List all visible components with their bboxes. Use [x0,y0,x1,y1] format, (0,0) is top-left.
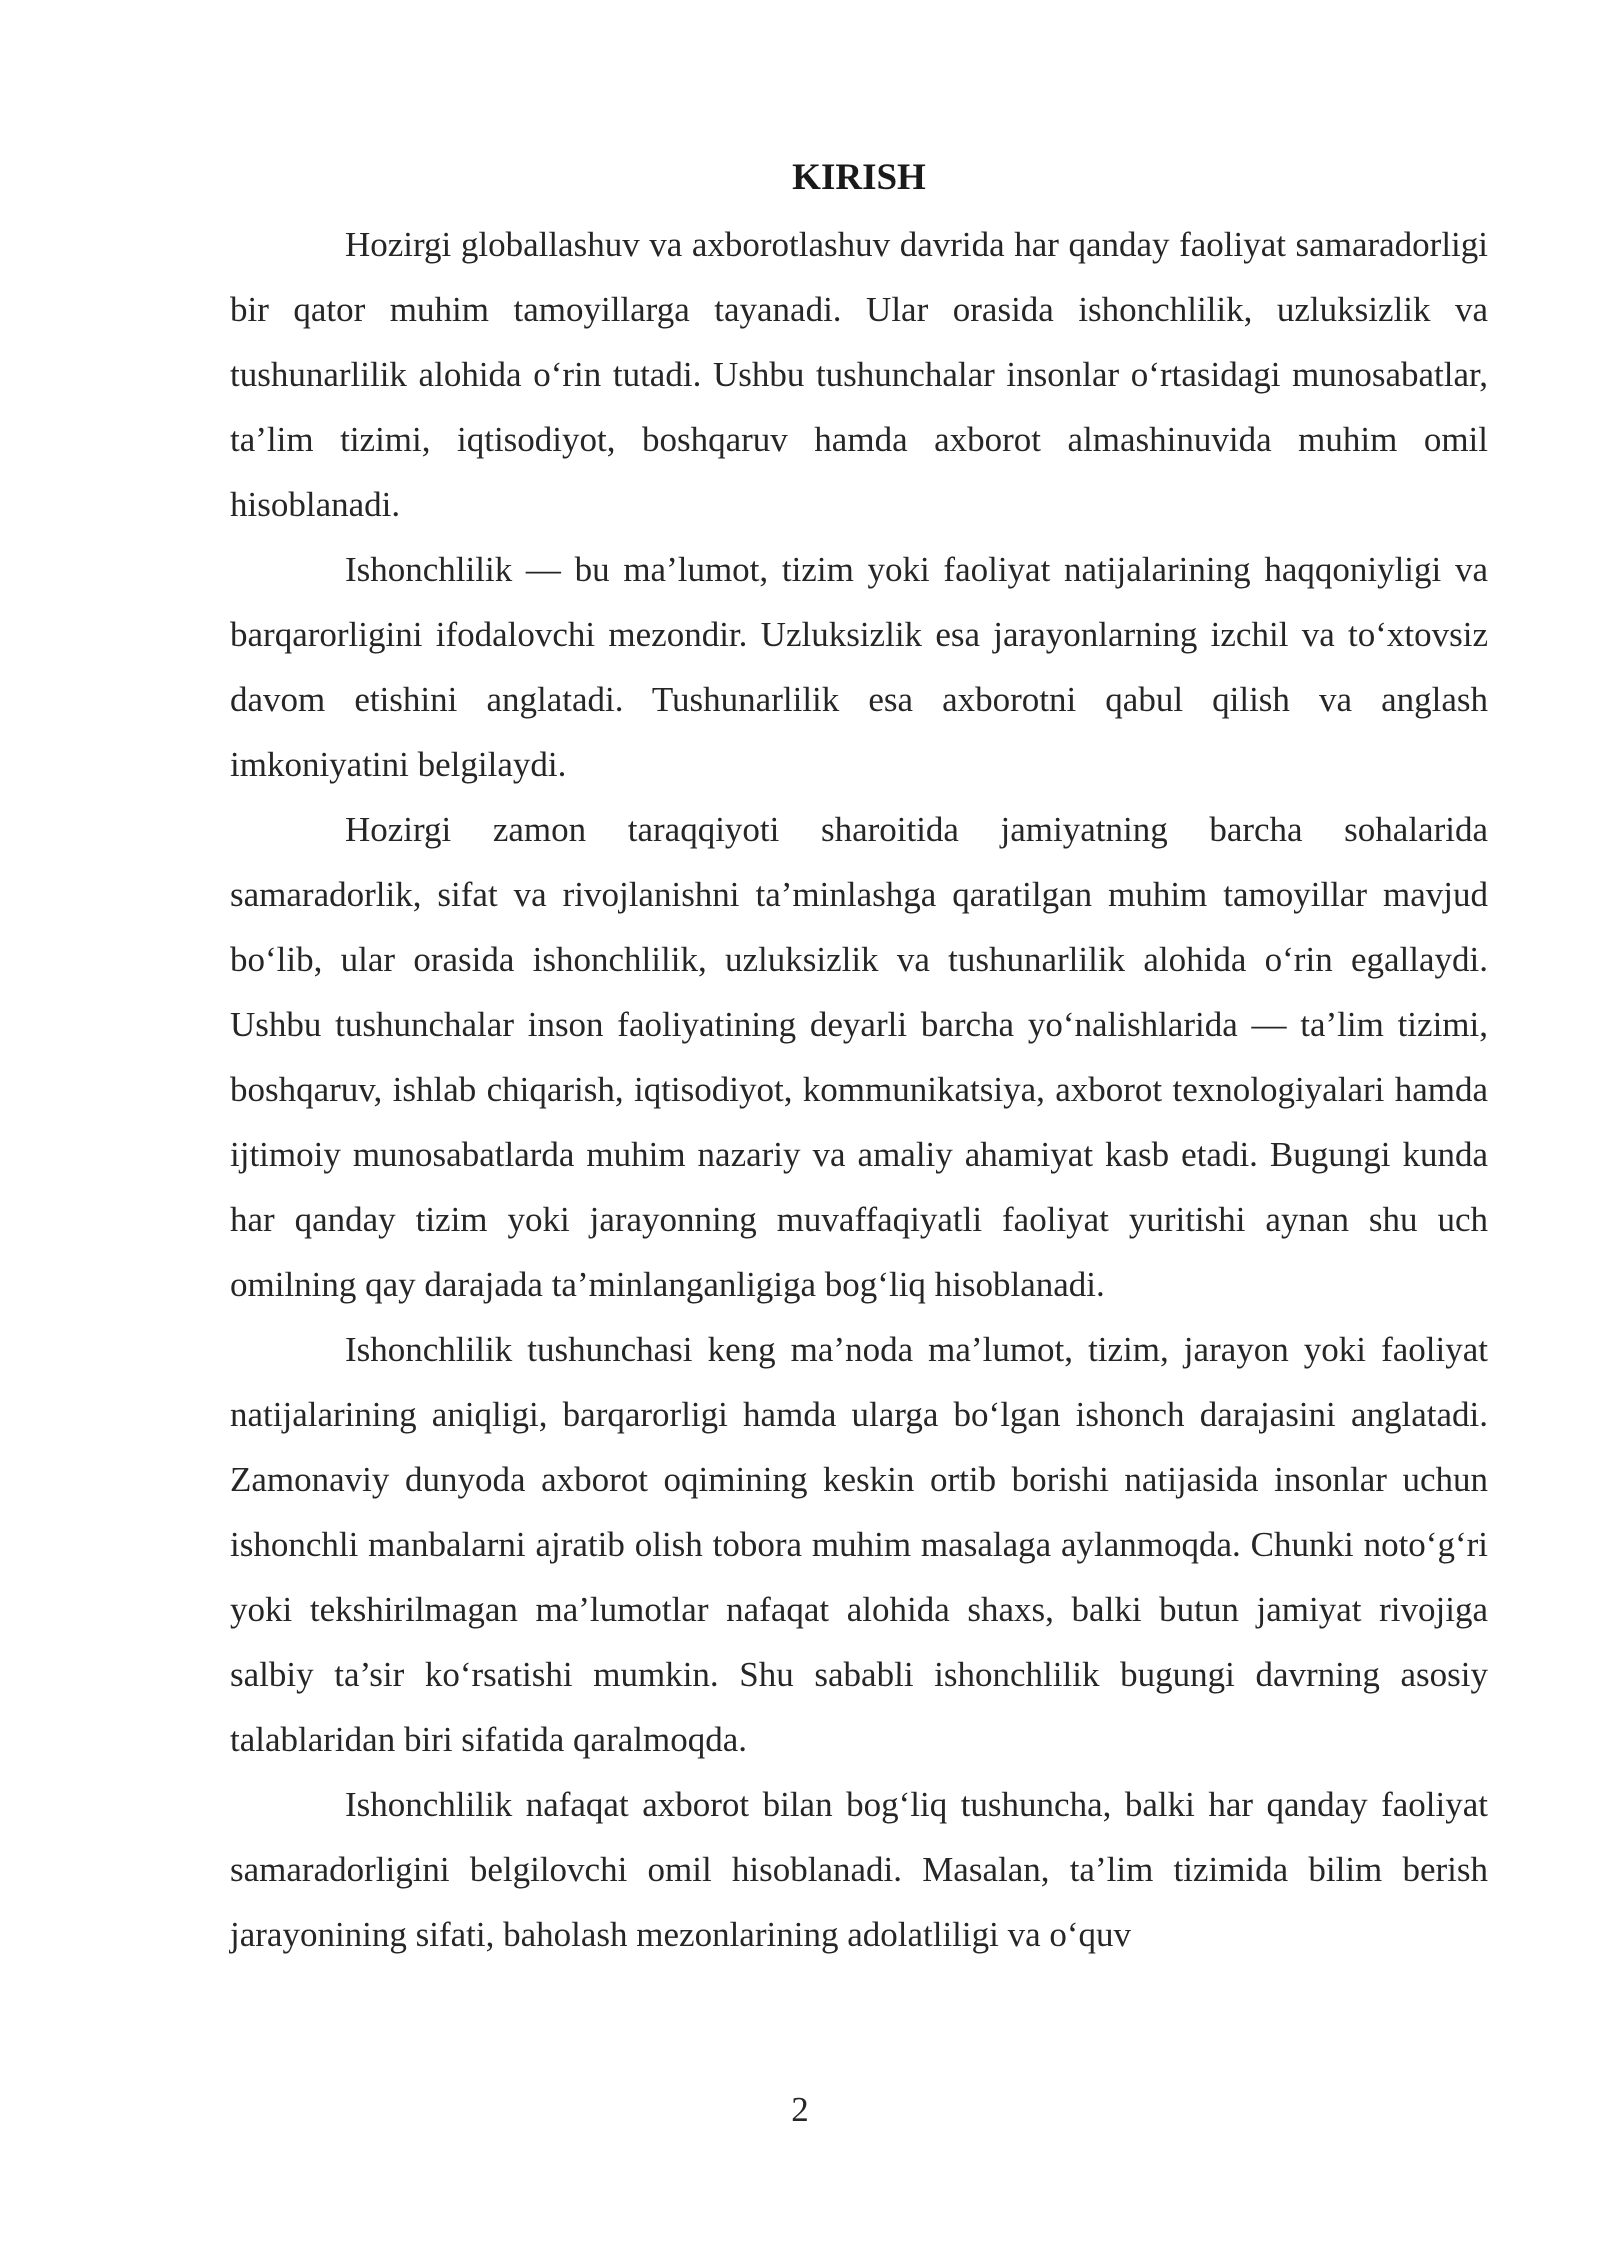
section-heading: KIRISH [792,157,926,198]
paragraph-5: Ishonchlilik nafaqat axborot bilan bog‘liq tushuncha, balki har qanday faoliyat samaradorligini belgilovchi omil hisoblanadi. Masalan, ta’lim tizimida bilim berish jarayonining sifati, baholash mezonlarining adolatliligi va o‘quv [230,1785,1488,1954]
page-content [230,152,1488,1967]
paragraph-2: Ishonchlilik — bu ma’lumot, tizim yoki faoliyat natijalarining haqqoniyligi va barqarorligini ifodalovchi mezondir. Uzluksizlik esa jarayonlarning izchil va to‘xtovsiz davom etishini anglatadi. Tushunarlilik esa axborotni qabul qilish va anglash imkoniyatini belgilaydi. [230,550,1488,784]
page-number: 2 [791,2090,809,2129]
paragraph-1: Hozirgi globallashuv va axborotlashuv davrida har qanday faoliyat samaradorligi bir qator muhim tamoyillarga tayanadi. Ular orasida ishonchlilik, uzluksizlik va tushunarlilik alohida o‘rin tutadi. Ushbu tushunchalar insonlar o‘rtasidagi munosabatlar, ta’lim tizimi, iqtisodiyot, boshqaruv hamda axborot almashinuvida muhim omil hisoblanadi. [230,225,1488,524]
paragraph-4: Ishonchlilik tushunchasi keng ma’noda ma’lumot, tizim, jarayon yoki faoliyat natijalarining aniqligi, barqarorligi hamda ularga bo‘lgan ishonch darajasini anglatadi. Zamonaviy dunyoda axborot oqimining keskin ortib borishi natijasida insonlar uchun ishonchli manbalarni ajratib olish tobora muhim masalaga aylanmoqda. Chunki noto‘g‘ri yoki tekshirilmagan ma’lumotlar nafaqat alohida shaxs, balki butun jamiyat rivojiga salbiy ta’sir ko‘rsatishi mumkin. Shu sababli ishonchlilik bugungi davrning asosiy talablaridan biri sifatida qaralmoqda. [230,1330,1488,1759]
paragraph-3: Hozirgi zamon taraqqiyoti sharoitida jamiyatning barcha sohalarida samaradorlik, sifat va rivojlanishni ta’minlashga qaratilgan muhim tamoyillar mavjud bo‘lib, ular orasida ishonchlilik, uzluksizlik va tushunarlilik alohida o‘rin egallaydi. Ushbu tushunchalar inson faoliyatining deyarli barcha yo‘nalishlarida — ta’lim tizimi, boshqaruv, ishlab chiqarish, iqtisodiyot, kommunikatsiya, axborot texnologiyalari hamda ijtimoiy munosabatlarda muhim nazariy va amaliy ahamiyat kasb etadi. Bugungi kunda har qanday tizim yoki jarayonning muvaffaqiyatli faoliyat yuritishi aynan shu uch omilning qay darajada ta’minlanganligiga bog‘liq hisoblanadi. [230,810,1488,1304]
